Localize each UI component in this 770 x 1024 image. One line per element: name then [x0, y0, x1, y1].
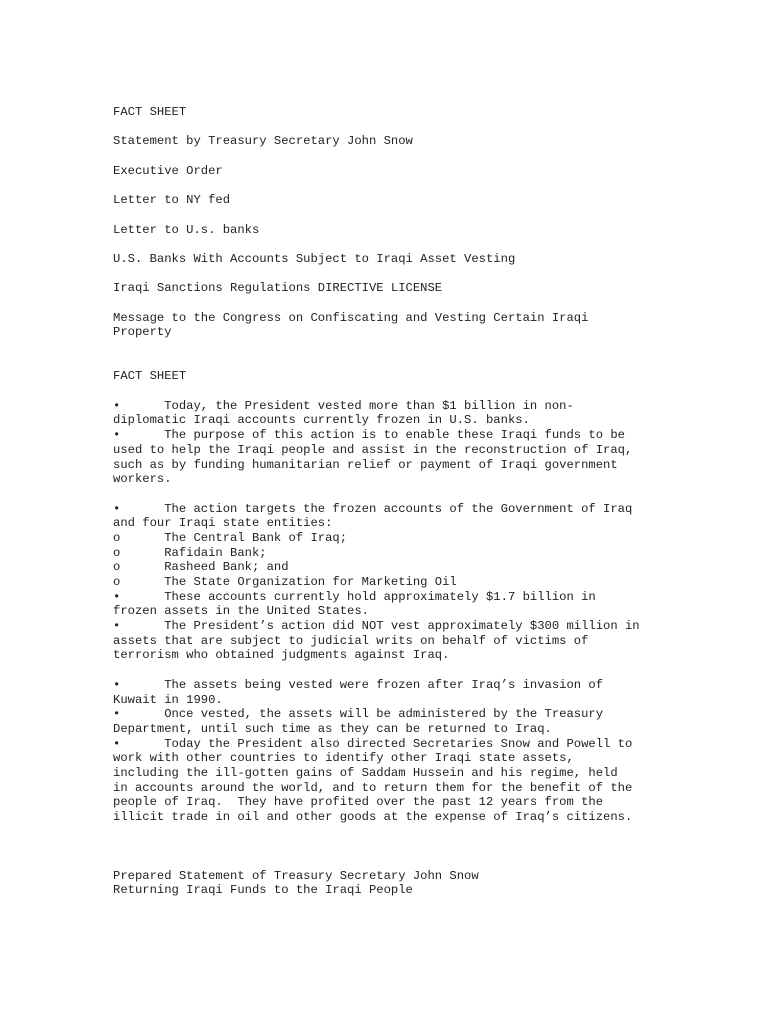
text-line: • Today the President also directed Secretaries Snow and Powell to [113, 736, 633, 751]
toc-item-banks-accounts: U.S. Banks With Accounts Subject to Iraqi Asset Vesting [113, 251, 516, 266]
text-line: assets that are subject to judicial writs on behalf of victims of [113, 633, 589, 648]
text-line: and four Iraqi state entities: [113, 516, 333, 531]
text-line: including the ill-gotten gains of Saddam Hussein and his regime, held [113, 765, 618, 780]
text-line: o Rasheed Bank; and [113, 560, 289, 575]
fact-sheet-paragraph-2 [113, 502, 673, 664]
text-line: work with other countries to identify other Iraqi state assets, [113, 751, 574, 766]
text-line: o The State Organization for Marketing Oil [113, 575, 457, 590]
text-line: o The Central Bank of Iraq; [113, 530, 348, 545]
toc-item-executive-order: Executive Order [113, 163, 223, 178]
fact-sheet-paragraph-1 [113, 399, 673, 487]
toc-item-message-congress-line1: Message to the Congress on Confiscating and Vesting Certain Iraqi [113, 310, 589, 325]
text-line: people of Iraq. They have profited over the past 12 years from the [113, 795, 604, 810]
text-line: such as by funding humanitarian relief or payment of Iraqi government [113, 457, 618, 472]
toc-item-letter-ny-fed: Letter to NY fed [113, 193, 231, 208]
document-page [113, 105, 673, 898]
statement-subtitle: Returning Iraqi Funds to the Iraqi People [113, 883, 413, 898]
text-line: • The purpose of this action is to enable these Iraqi funds to be [113, 428, 625, 443]
statement-title: Prepared Statement of Treasury Secretary John Snow [113, 868, 479, 883]
toc-heading: FACT SHEET [113, 105, 187, 119]
text-line: • Today, the President vested more than $1 billion in non- [113, 398, 574, 413]
text-line: o Rafidain Bank; [113, 545, 267, 560]
text-line: in accounts around the world, and to return them for the benefit of the [113, 780, 633, 795]
text-line: frozen assets in the United States. [113, 604, 369, 619]
toc-item-statement: Statement by Treasury Secretary John Snow [113, 134, 413, 149]
text-line: diplomatic Iraqi accounts currently frozen in U.S. banks. [113, 413, 530, 428]
text-line: Kuwait in 1990. [113, 692, 223, 707]
text-line: • These accounts currently hold approximately $1.7 billion in [113, 589, 596, 604]
text-line: • The President’s action did NOT vest approximately $300 million in [113, 619, 640, 634]
text-line: • Once vested, the assets will be administered by the Treasury [113, 707, 604, 722]
text-line: • The action targets the frozen accounts of the Government of Iraq [113, 501, 633, 516]
text-line: workers. [113, 472, 172, 487]
toc-item-message-congress-line2: Property [113, 325, 172, 340]
text-line: • The assets being vested were frozen after Iraq’s invasion of [113, 677, 604, 692]
fact-sheet-paragraph-3 [113, 678, 673, 825]
text-line: used to help the Iraqi people and assist in the reconstruction of Iraq, [113, 442, 633, 457]
text-line: Department, until such time as they can be returned to Iraq. [113, 721, 552, 736]
fact-sheet-heading: FACT SHEET [113, 369, 187, 384]
text-line: illicit trade in oil and other goods at the expense of Iraq’s citizens. [113, 810, 633, 825]
text-line: terrorism who obtained judgments against Iraq. [113, 648, 450, 663]
toc-item-directive-license: Iraqi Sanctions Regulations DIRECTIVE LICENSE [113, 281, 443, 296]
toc-item-letter-banks: Letter to U.s. banks [113, 222, 260, 237]
